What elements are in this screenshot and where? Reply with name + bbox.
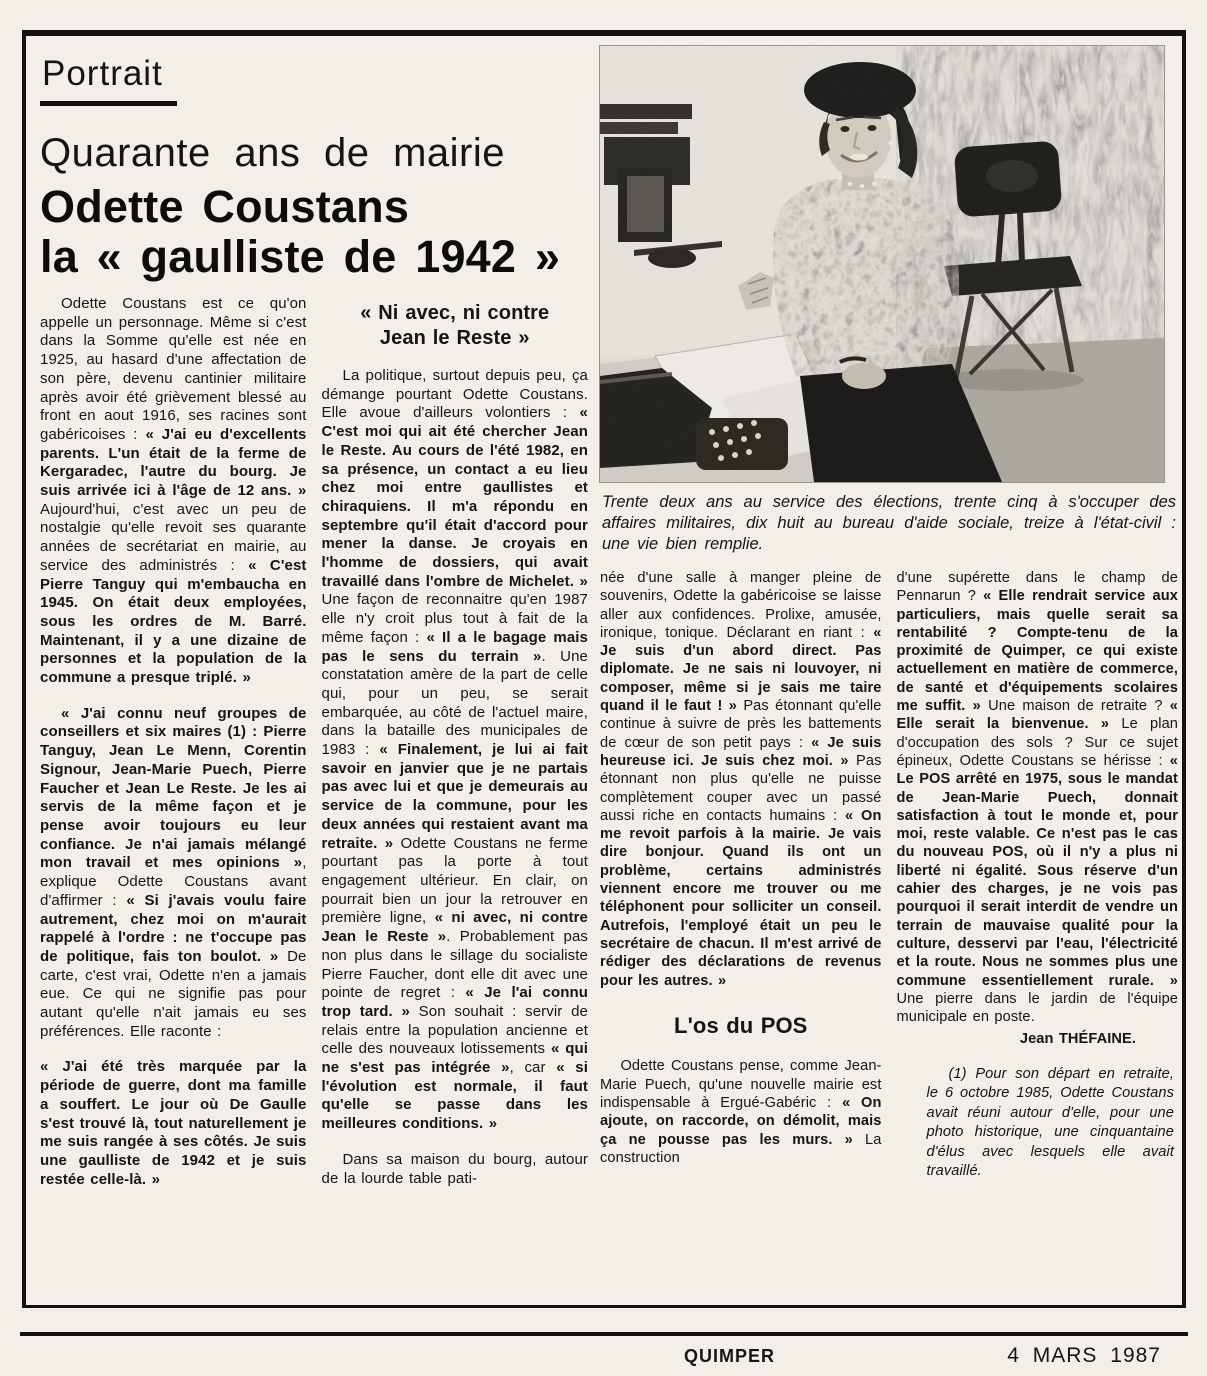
paragraph: Odette Coustans pense, comme Jean-Marie Puech, qu'une nouvelle mairie est indispensable à Ergué-Gabéric : « On ajoute, on raccorde, on démolit, mais ça ne pousse pas les murs. » La construction [600,1058,882,1166]
page-footer [0,1344,1207,1376]
paragraph: d'une supérette dans le champ de Pennarun ? « Elle rendrait service aux particuliers, mais quelle serait sa rentabilité ? Compte-tenu de la proximité de Quimper, ce qui existe actuellement en matière de commerce, de santé et d'équipements scolaires me suffit. » Une maison de retraite ? « Elle serait la bienvenue. » Le plan d'occupation des sols ? Sur ce sujet épineux, Odette Coustans se hérisse : « Le POS arrêté en 1975, sous le mandat de Jean-Marie Puech, donnait satisfaction à tout le monde et, pour moi, reste valable. Ce n'est pas le cas du nouveau POS, où il n'y a plus ni liberté ni égalité. Sous réserve d'un cahier des charges, je ne vois pas pourquoi il serait interdit de vendre un terrain de mauvaise qualité pour la culture, desservi par l'eau, l'électricité et la route. Nous ne sommes plus une commune essentiellement rurale. » Une pierre dans le jardin de l'équipe municipale en poste. [896,570,1178,1026]
text-column-3 [600,569,882,1293]
section-kicker: Portrait [40,54,177,106]
subhead-os-du-pos: L'os du POS [674,1012,808,1038]
article-frame [22,30,1186,1308]
left-half [40,46,588,1309]
footer-date: 4 MARS 1987 [1007,1344,1161,1367]
footer-place: QUIMPER [684,1346,776,1366]
subhead-line2: Jean le Reste » [379,327,530,349]
photo-caption: Trente deux ans au service des élections, trente cinq à s'occuper des affaires militaires, dix huit au bureau d'aide sociale, treize à l'état-civil : une vie bien remplie. [602,493,1176,553]
photo-grain [600,46,1164,482]
footer-rule [20,1332,1188,1336]
paragraph: née d'une salle à manger pleine de souvenirs, Odette la gabéricoise se laisse aller aux confidences. Prolixe, amusée, ironique, tonique. Déclarant en riant : « Je suis d'un abord direct. Pas diplomate. Je ne sais ni louvoyer, ni composer, même si je sais me taire quand il le faut ! » Pas étonnant qu'elle continue à suivre de près les battements de cœur de son petit pays : « Je suis heureuse ici. Je suis chez moi. » Pas étonnant non plus qu'elle ne puisse complètement couper avec un passé aussi riche en contacts humains : « On me revoit parfois à la mairie. Je vais dire bonjour. Quand ils ont un problème, certains administrés viennent encore me trouver ou me téléphonent pour solliciter un conseil. Autrefois, l'employé était un peu le secrétaire de chacun. Il m'est arrivé de rédiger des déclarations de revenus pour les autres. » [600,570,882,989]
footnote: (1) Pour son départ en retraite, le 6 octobre 1985, Odette Coustans avait réuni autour d'elle, pour une photo historique, une cinquantaine d'élus avec lesquels elle avait travaillé. [926,1065,1174,1180]
photo-odette-coustans [600,46,1164,482]
text-column-2 [322,295,589,1309]
headline-overline: Quarante ans de mairie [40,131,506,175]
paragraph: « J'ai été très marquée par la période de guerre, dont ma famille a souffert. Le jour où De Gaulle s'est trouvé là, tout naturellement je me suis rangée à ses côtés. Je suis une gaulliste de 1942 et je suis restée celle-là. » [40,1058,307,1188]
right-half [600,46,1178,1309]
subhead-ni-avec [328,301,583,351]
author-signature: Jean THÉFAINE. [1019,1031,1136,1048]
subhead-line1: « Ni avec, ni contre [360,302,550,324]
left-columns [40,295,588,1309]
article-layout [26,36,1182,1309]
headline-line1: Odette Coustans [40,181,410,232]
text-column-4 [897,569,1179,1293]
headline-line2: la « gaulliste de 1942 » [40,230,561,282]
headline-title [40,182,588,281]
right-columns [600,569,1178,1293]
paragraph: « J'ai connu neuf groupes de conseillers et six maires (1) : Pierre Tanguy, Jean Le Menn, Corentin Signour, Jean-Marie Puech, Pierre Faucher et Jean Le Reste. Je les ai servis de la même façon et je pense avoir toujours eu leur confiance. Je n'ai jamais mélangé mon travail et mes opinions », explique Odette Coustans avant d'affirmer : « Si j'avais voulu faire autrement, chez moi on m'aurait rappelé à l'ordre : ne t'occupe pas de politique, fais ton boulot. » De carte, c'est vrai, Odette n'en a jamais eue. Ce qui ne signifie pas pour autant qu'elle n'ait jamais eu ses préférences. Elle raconte : [40,704,307,1040]
text-column-1 [40,295,307,1309]
paragraph: Dans sa maison du bourg, autour de la lourde table pati- [321,1150,588,1187]
photo-illustration [600,46,1164,482]
paragraph: La politique, surtout depuis peu, ça démange pourtant Odette Coustans. Elle avoue d'ailleurs volontiers : « C'est moi qui ait été chercher Jean le Reste. Au cours de l'été 1982, en sa présence, un contact a eu lieu chez moi entre gaullistes et chiraquiens. Il m'a répondu en septembre qu'il était d'accord pour mener la danse. Je croyais en l'homme de dossiers, qui avait travaillé dans l'ombre de Michelet. » Une façon de reconnaitre qu'en 1987 elle n'y croit plus tout à fait de la même façon : « Il a le bagage mais pas le sens du terrain ». Une constatation amère de la part de celle qui, pour un peu, se serait embarquée, au côté de l'actuel maire, dans la bataille des municipales de 1983 : « Finalement, je lui ai fait savoir en janvier que je ne partais pas avec lui et que je demeurais au service de la commune, pour les deux années qui restaient avant ma retraite. » Odette Coustans ne ferme pourtant pas la porte à tout engagement ultérieur. En clair, on pourrait bien un jour la retrouver en première ligne, « ni avec, ni contre Jean le Reste ». Probablement pas non plus dans le sillage du socialiste Pierre Faucher, dont elle dit avec une pointe de regret : « Je l'ai connu trop tard. » Son souhait : servir de relais entre la population ancienne et celle des nouveaux lotissements « qui ne s'est pas intégrée », car « si l'évolution est normale, il faut qu'elle se passe dans les meilleures conditions. » [321,367,588,1133]
paragraph: Odette Coustans est ce qu'on appelle un personnage. Même si c'est dans la Somme qu'elle est née en 1925, au hasard d'une affectation de son père, devenu cantinier militaire après avoir été grièvement blessé au front en aout 1916, ses racines sont gabéricoises : « J'ai eu d'excellents parents. L'un était de la ferme de Kergaradec, l'autre du bourg. Je suis arrivée ici à l'âge de 12 ans. » Aujourd'hui, c'est avec un peu de nostalgie qu'elle revoit ses quarante années de secrétariat en mairie, au service des administrés : « C'est Pierre Tanguy qui m'embaucha en 1945. On était deux employées, sous les ordres de M. Barré. Maintenant, il y a une dizaine de personnes et la population de la commune a presque triplé. » [40,295,307,687]
